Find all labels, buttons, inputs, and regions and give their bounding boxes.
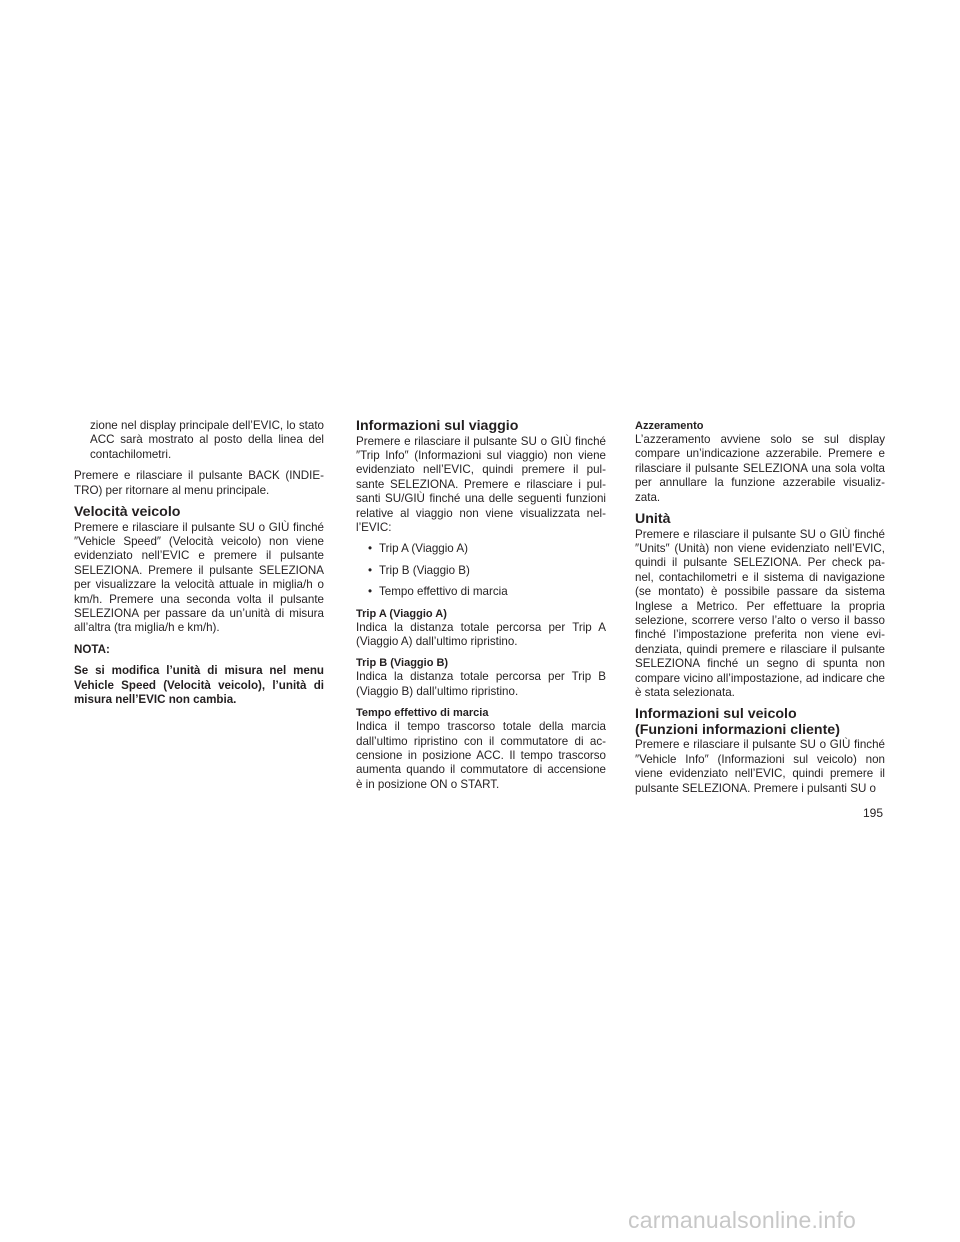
heading-unita: Unità <box>635 511 671 528</box>
column-left <box>74 419 324 714</box>
heading-line-1: Informazioni sul veicolo <box>635 706 797 723</box>
paragraph-trip-a: Indica la distanza totale percorsa per Trip A (Viaggio A) dall’ultimo ripristino. <box>356 620 606 648</box>
page-number: 195 <box>863 806 884 820</box>
note-text: Se si modifica l’unità di misura nel menu Vehicle Speed (Velocità veicolo), l’unità di misura nell’EVIC non cambia. <box>74 664 324 706</box>
paragraph-azzeramento: L’azzeramento avviene solo se sul display compare un’indicazione azzerabile. Premere e rilasciare il pulsante SELEZIONA una sola volta per annullare la funzione azzerabile visualiz-zata. <box>635 433 885 504</box>
paragraph-velocita-veicolo: Premere e rilasciare il pulsante SU o GIÙ finché ″Vehicle Speed″ (Velocità veicolo) non viene evidenziato nell’EVIC e premere il pulsante SELEZIONA. Premere il pulsante SELEZIONA per visualizzare la velocità attuale in miglia/h o km/h. Premere una seconda volta il pulsante SELEZIONA per passare da un’unità di misura all’altra (tra miglia/h e km/h). <box>74 520 324 635</box>
note-label: NOTA: <box>74 642 110 656</box>
subheading-trip-b: Trip B (Viaggio B) <box>356 657 449 670</box>
heading-velocita-veicolo: Velocità veicolo <box>74 504 181 521</box>
paragraph-back-button: Premere e rilasciare il pulsante BACK (INDIE-TRO) per ritornare al menu principale. <box>74 469 324 497</box>
heading-line-2: (Funzioni informazioni cliente) <box>635 721 840 738</box>
list-item: • Tempo effettivo di marcia <box>368 585 606 599</box>
list-item: • Trip B (Viaggio B) <box>368 564 606 578</box>
subheading-trip-a: Trip A (Viaggio A) <box>356 607 447 620</box>
subheading-tempo-marcia: Tempo effettivo di marcia <box>356 707 489 720</box>
subheading-azzeramento: Azzeramento <box>635 420 704 432</box>
column-middle <box>356 419 606 799</box>
paragraph-informazioni-veicolo: Premere e rilasciare il pulsante SU o GIÙ finché ″Vehicle Info″ (Informazioni sul veicolo) non viene evidenziato nell’EVIC, quindi premere il pulsante SELEZIONA. Premere i pulsanti SU o <box>635 738 885 795</box>
column-right <box>635 419 885 803</box>
paragraph-trip-info: Premere e rilasciare il pulsante SU o GIÙ finché ″Trip Info″ (Informazioni sul viaggio) non viene evidenziato nell’EVIC, quindi premere il pul-sante SELEZIONA. Premere e rilasciare i pul-santi SU/GIÙ finché una delle seguenti funzioni relative al viaggio non viene visualizzata nel-l’EVIC: <box>356 434 606 534</box>
heading-informazioni-veicolo <box>635 707 885 738</box>
paragraph-unita: Premere e rilasciare il pulsante SU o GIÙ finché ″Units″ (Unità) non viene evidenziato nell’EVIC, quindi il pulsante SELEZIONA. Per check pa-nel, contachilometri e il sistema di navigazione (se montato) è possibile passare da sistema Inglese a Metrico. Per effettuare la propria selezione, scorrere verso l’alto o verso il basso finché l’impostazione preferita non viene evi-denziata, quindi premere e rilasciare il pulsante SELEZIONA finché un segno di spunta non compare vicino all’impostazione, ad indicare che è stata selezionata. <box>635 527 885 699</box>
heading-informazioni-viaggio: Informazioni sul viaggio <box>356 418 519 434</box>
list-item: • Trip A (Viaggio A) <box>368 542 606 556</box>
paragraph-tempo-marcia: Indica il tempo trascorso totale della marcia dall’ultimo ripristino con il commutatore di ac-censione in posizione ACC. Il tempo trascorso aumenta quando il commutatore di accensione è in posizione ON o START. <box>356 720 606 791</box>
paragraph-trip-b: Indica la distanza totale percorsa per Trip B (Viaggio B) dall’ultimo ripristino. <box>356 670 606 698</box>
watermark-text: carmanualsonline.info <box>628 1207 856 1233</box>
paragraph-acc-status: zione nel display principale dell’EVIC, lo stato ACC sarà mostrato al posto della linea del contachilometri. <box>90 419 324 461</box>
trip-functions-list <box>356 542 606 599</box>
